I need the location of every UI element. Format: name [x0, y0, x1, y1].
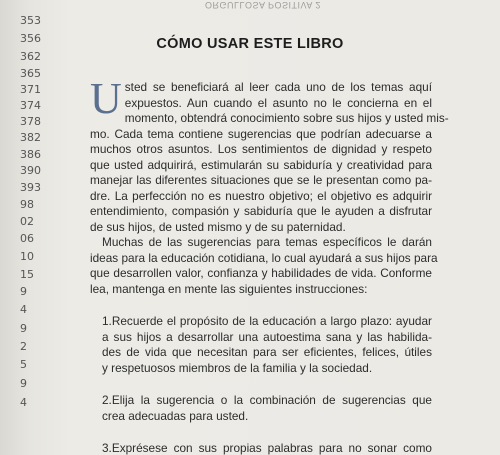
- margin-number: 4: [20, 303, 27, 316]
- text-line: manejar las diferentes situaciones que se le presentan como pa-: [90, 173, 432, 187]
- text-line: a sus hijos a desarrollar una autoestima sana y las habilida-: [102, 329, 432, 344]
- text-line: des de vida que necesitan para ser eficientes, felices, útiles: [102, 345, 432, 359]
- margin-number: 9: [20, 377, 27, 390]
- text-line: y respetuosos miembros de la familia y la sociedad.: [102, 360, 373, 375]
- margin-number: 356: [20, 32, 41, 45]
- drop-cap: U: [90, 74, 122, 123]
- text-line: crea adecuadas para usted.: [102, 408, 249, 423]
- text-line: momento, obtendrá conocimiento sobre sus hijos y usted mis-: [124, 111, 449, 125]
- text-line: 3.Exprésese con sus propias palabras para no sonar como: [102, 441, 432, 455]
- margin-number: 362: [20, 50, 41, 63]
- text-line: que desarrollen valor, confianza y habilidades de vida. Conforme: [90, 266, 432, 280]
- text-line: entendimiento, compasión y sabiduría que le ayuden a disfrutar: [90, 204, 432, 218]
- margin-number: 353: [20, 14, 41, 27]
- margin-number: 06: [20, 232, 34, 245]
- margin-number: 10: [20, 250, 34, 263]
- text-line: Muchas de las sugerencias para temas específicos le darán: [102, 235, 432, 249]
- margin-number: 5: [20, 358, 27, 371]
- margin-number: 374: [20, 99, 41, 112]
- text-line: que usted adquirirá, estimularán su sabiduría y creatividad para: [90, 157, 432, 172]
- text-line: sted se beneficiará al leer cada uno de los temas aquí: [124, 80, 432, 94]
- running-header-bleedthrough: ORGULLOSA POSITIVA 2: [205, 0, 321, 10]
- text-line: mo. Cada tema contiene sugerencias que podrían adecuarse a: [90, 126, 432, 141]
- margin-number: 2: [20, 340, 27, 353]
- margin-number: 02: [20, 215, 34, 228]
- margin-number: 386: [20, 148, 41, 161]
- text-line: dre. La perfección no es nuestro objetivo; el objetivo es adquirir: [90, 188, 432, 203]
- instruction-2: [90, 393, 432, 424]
- margin-number: 393: [20, 181, 41, 194]
- text-line: muchos otros asuntos. Los sentimientos de dignidad y respeto: [90, 142, 432, 156]
- margin-number: 9: [20, 285, 27, 298]
- margin-number: 390: [20, 164, 41, 177]
- page-title: CÓMO USAR ESTE LIBRO: [156, 36, 344, 52]
- margin-number: 98: [20, 198, 34, 211]
- text-line: expuestos. Aun cuando el asunto no le concierna en el: [124, 95, 432, 110]
- margin-number: 4: [20, 396, 27, 409]
- paragraph-2: [90, 235, 438, 297]
- instruction-3: [90, 441, 432, 455]
- previous-page-margin: [0, 0, 48, 455]
- margin-number: 378: [20, 115, 41, 128]
- text-line: ideas para la educación cotidiana, lo cual ayudará a sus hijos para: [90, 250, 438, 265]
- margin-number: 371: [20, 83, 41, 96]
- paragraph-1: [90, 74, 449, 235]
- text-line: 2.Elija la sugerencia o la combinación de sugerencias que: [102, 393, 432, 407]
- text-line: de sus hijos, de usted mismo y de su paternidad.: [90, 219, 346, 234]
- margin-number: 9: [20, 322, 27, 335]
- margin-number: 15: [20, 268, 34, 281]
- margin-number: 365: [20, 67, 41, 80]
- margin-number: 382: [20, 131, 41, 144]
- body-text: [90, 74, 449, 455]
- text-line: lea, mantenga en mente las siguientes instrucciones:: [90, 281, 368, 296]
- text-line: 1.Recuerde el propósito de la educación a largo plazo: ayudar: [102, 314, 432, 328]
- instruction-1: [90, 314, 432, 376]
